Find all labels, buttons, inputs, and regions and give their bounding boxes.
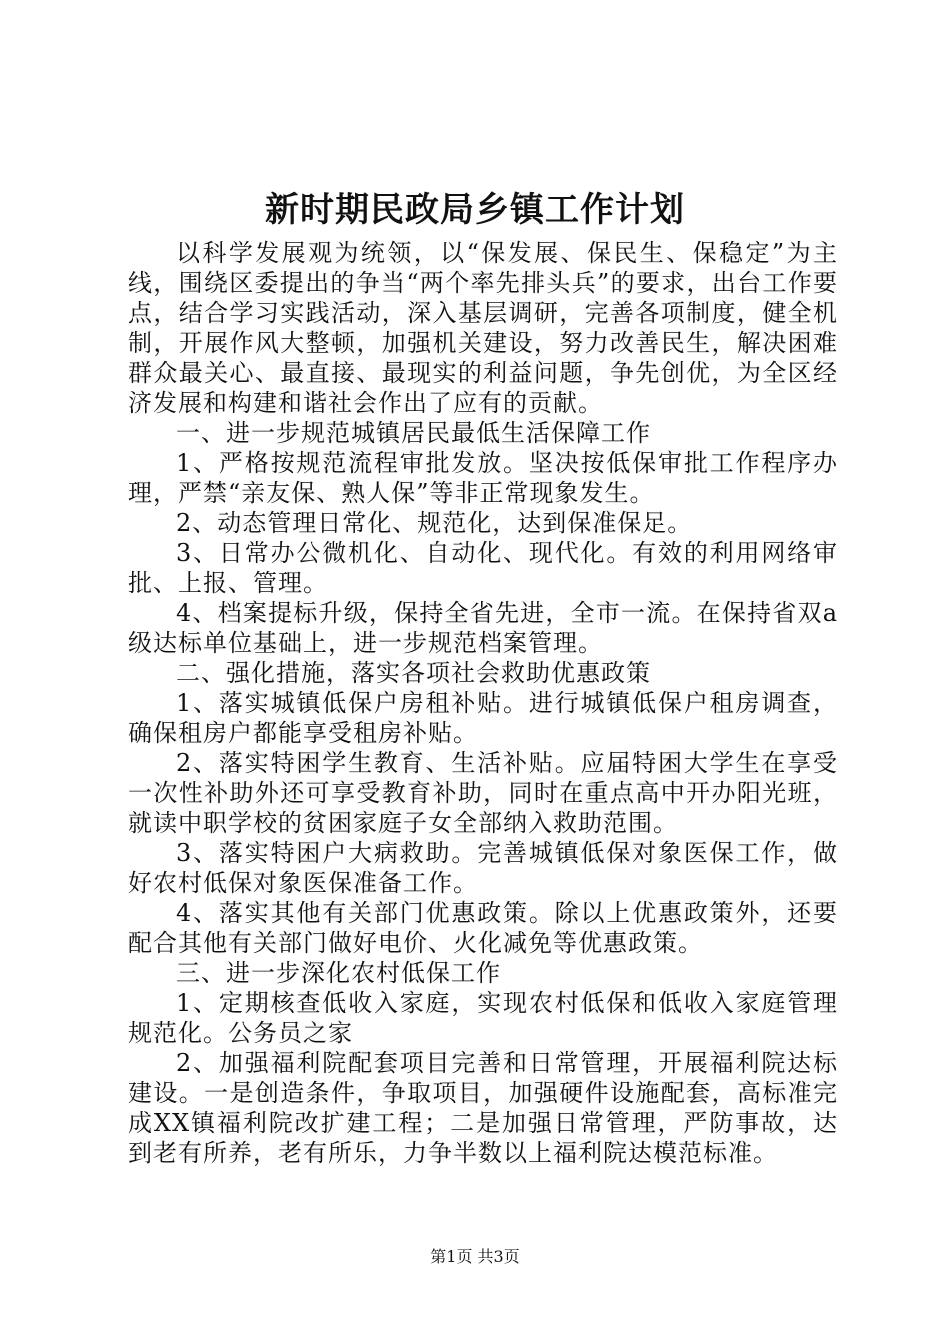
paragraph-2-2: 2、落实特困学生教育、生活补贴。应届特困大学生在享受一次性补助外还可享受教育补助，同时在重点高中开办阳光班，就读中职学校的贫困家庭子女全部纳入救助范围。 bbox=[128, 749, 838, 837]
paragraph-3-1: 1、定期核查低收入家庭，实现农村低保和低收入家庭管理规范化。公务员之家 bbox=[128, 989, 838, 1047]
section-heading-1: 一、进一步规范城镇居民最低生活保障工作 bbox=[176, 419, 651, 447]
paragraph-intro: 以科学发展观为统领，以“保发展、保民生、保稳定”为主线，围绕区委提出的争当“两个率先排头兵”的要求，出台工作要点，结合学习实践活动，深入基层调研，完善各项制度，健全机制，开展作风大整顿，加强机关建设，努力改善民生，解决困难群众最关心、最直接、最现实的利益问题，争先创优，为全区经济发展和构建和谐社会作出了应有的贡献。 bbox=[128, 239, 838, 417]
page-number-footer: 第1页 共3页 bbox=[430, 1247, 520, 1266]
paragraph-1-1: 1、严格按规范流程审批发放。坚决按低保审批工作程序办理，严禁“亲友保、熟人保”等非正常现象发生。 bbox=[128, 449, 838, 507]
document-body bbox=[128, 238, 838, 1168]
document-title: 新时期民政局乡镇工作计划 bbox=[265, 190, 685, 230]
section-heading-2: 二、强化措施，落实各项社会救助优惠政策 bbox=[176, 659, 651, 687]
paragraph-3-2: 2、加强福利院配套项目完善和日常管理，开展福利院达标建设。一是创造条件，争取项目，加强硬件设施配套，高标准完成XX镇福利院改扩建工程；二是加强日常管理，严防事故，达到老有所养，老有所乐，力争半数以上福利院达模范标准。 bbox=[128, 1049, 838, 1167]
paragraph-2-4: 4、落实其他有关部门优惠政策。除以上优惠政策外，还要配合其他有关部门做好电价、火化减免等优惠政策。 bbox=[128, 899, 838, 957]
section-heading-3: 三、进一步深化农村低保工作 bbox=[176, 959, 501, 987]
paragraph-2-1: 1、落实城镇低保户房租补贴。进行城镇低保户租房调查，确保租房户都能享受租房补贴。 bbox=[128, 689, 838, 747]
paragraph-1-4: 4、档案提标升级，保持全省先进，全市一流。在保持省双a级达标单位基础上，进一步规范档案管理。 bbox=[128, 599, 838, 657]
paragraph-2-3: 3、落实特困户大病救助。完善城镇低保对象医保工作，做好农村低保对象医保准备工作。 bbox=[128, 839, 838, 897]
paragraph-1-2: 2、动态管理日常化、规范化，达到保准保足。 bbox=[176, 509, 693, 537]
paragraph-1-3: 3、日常办公微机化、自动化、现代化。有效的利用网络审批、上报、管理。 bbox=[128, 539, 838, 597]
